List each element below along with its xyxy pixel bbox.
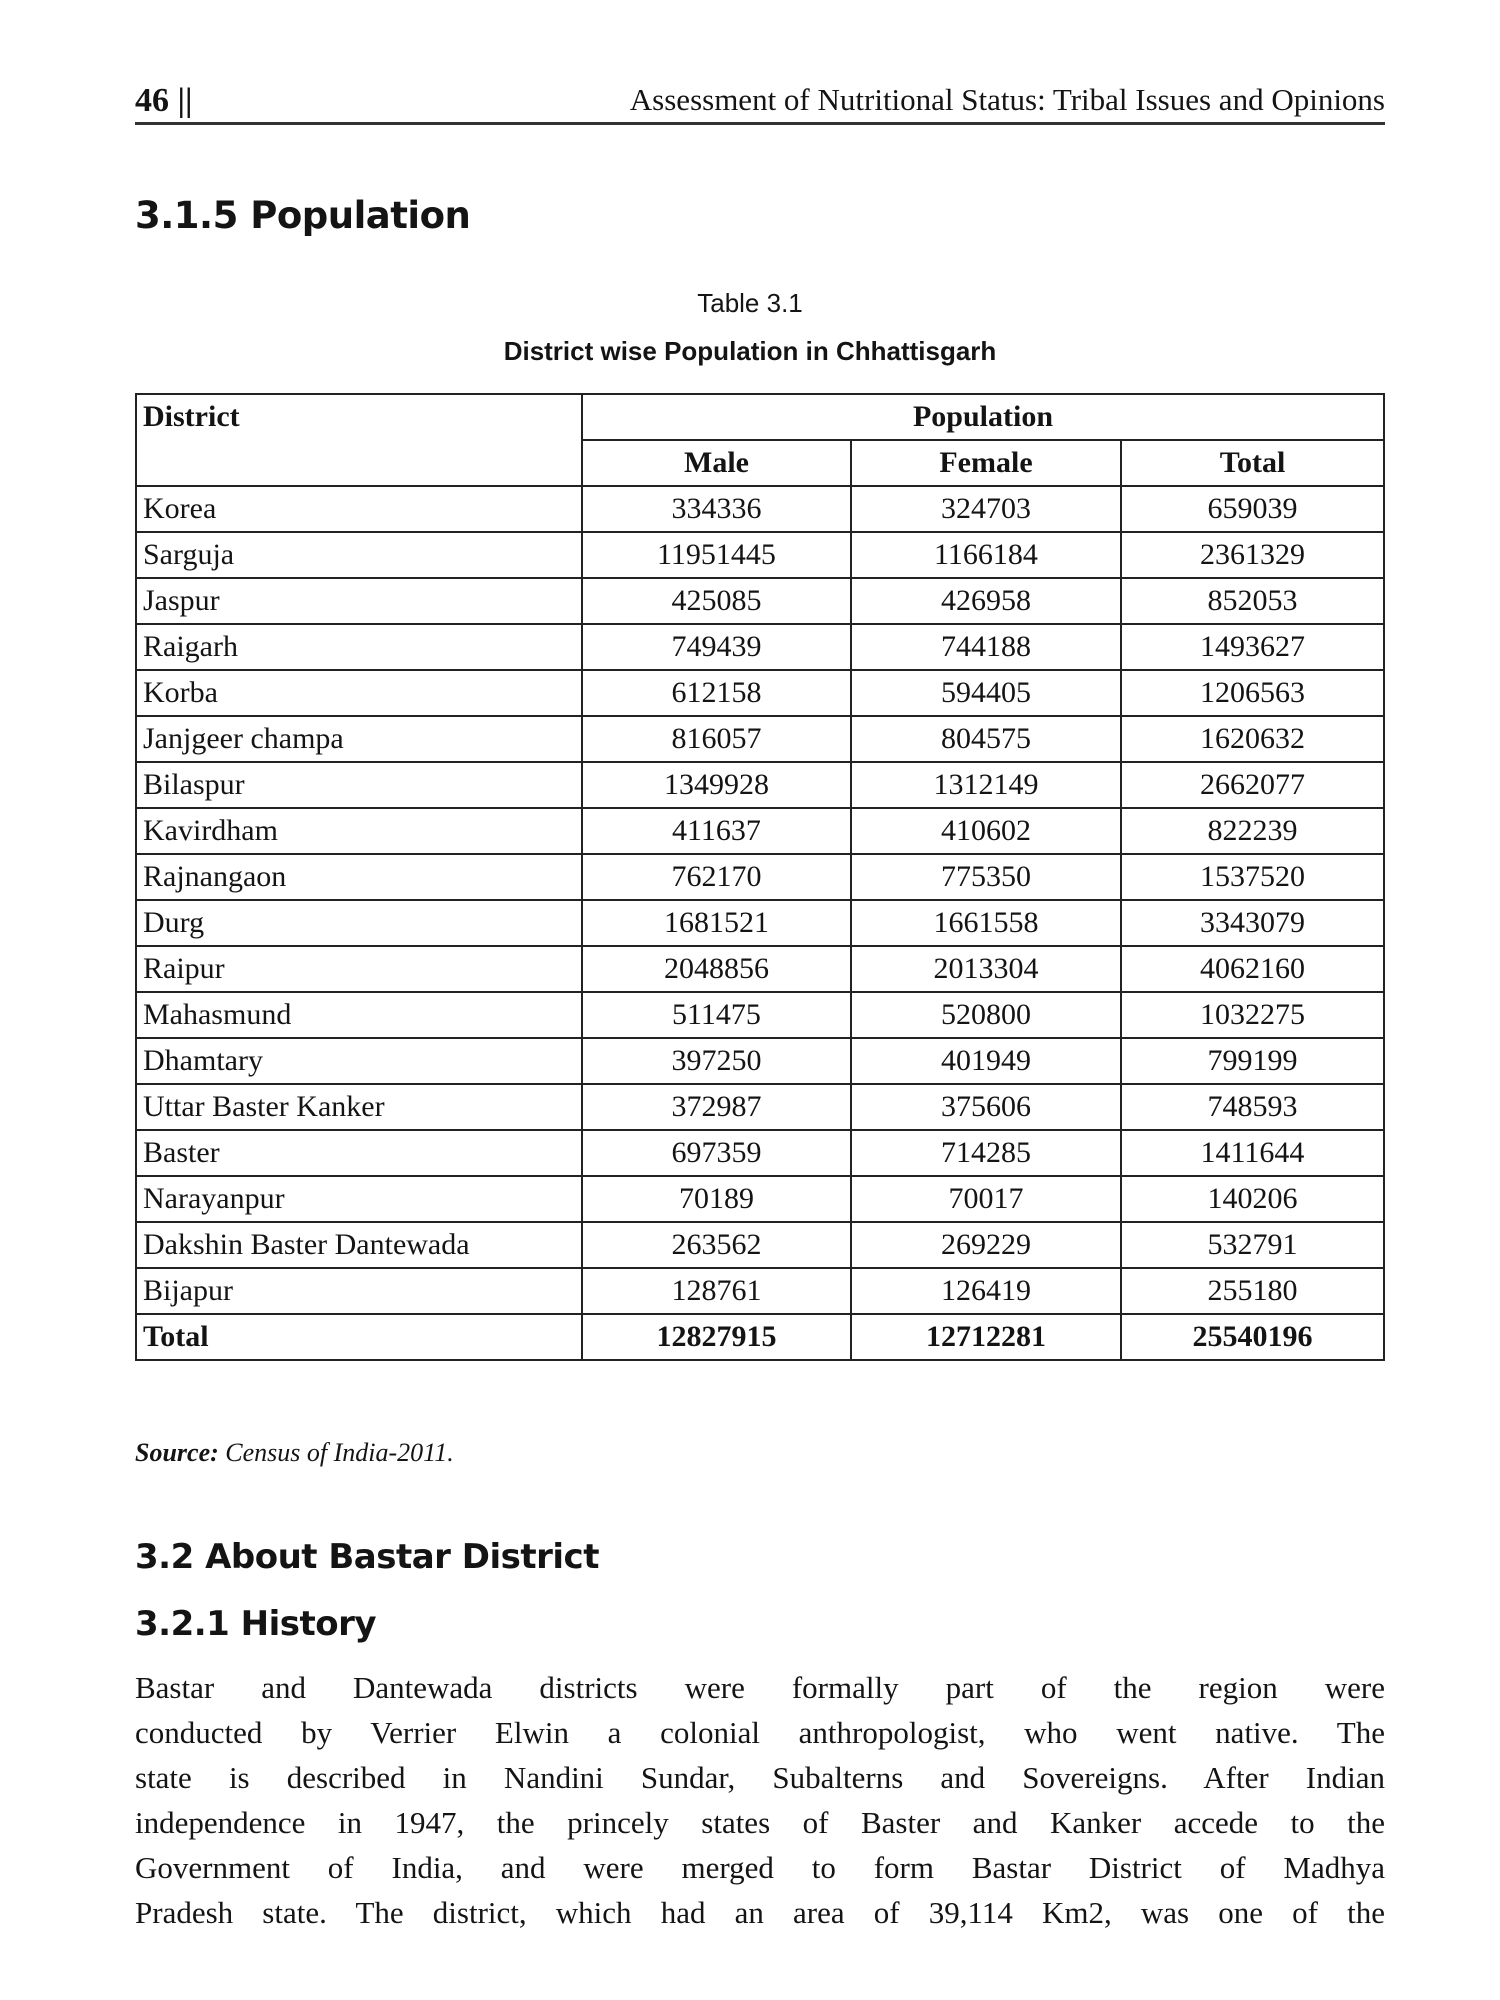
cell-total: 2361329 <box>1121 532 1384 578</box>
cell-district: Dakshin Baster Dantewada <box>136 1222 582 1268</box>
source-label: Source: <box>135 1438 219 1467</box>
cell-female: 775350 <box>851 854 1121 900</box>
cell-female: 269229 <box>851 1222 1121 1268</box>
book-title: Assessment of Nutritional Status: Tribal Issues and Opinions <box>629 82 1385 117</box>
cell-female: 12712281 <box>851 1314 1121 1360</box>
cell-total: 659039 <box>1121 486 1384 532</box>
cell-district: Janjgeer champa <box>136 716 582 762</box>
table-row <box>136 1268 1384 1314</box>
cell-district: Total <box>136 1314 582 1360</box>
cell-district: Sarguja <box>136 532 582 578</box>
cell-female: 126419 <box>851 1268 1121 1314</box>
table-source <box>135 1438 454 1468</box>
header-district: District <box>136 394 582 486</box>
section-heading-population: 3.1.5 Population <box>135 194 471 237</box>
table-row <box>136 670 1384 716</box>
header-population: Population <box>582 394 1384 440</box>
cell-total: 748593 <box>1121 1084 1384 1130</box>
cell-total: 852053 <box>1121 578 1384 624</box>
cell-female: 2013304 <box>851 946 1121 992</box>
cell-total: 1032275 <box>1121 992 1384 1038</box>
running-head <box>135 80 1385 125</box>
table-title: District wise Population in Chhattisgarh <box>503 336 997 366</box>
table-row <box>136 762 1384 808</box>
table-row <box>136 1176 1384 1222</box>
cell-male: 749439 <box>582 624 851 670</box>
table-row <box>136 716 1384 762</box>
cell-female: 594405 <box>851 670 1121 716</box>
cell-total: 822239 <box>1121 808 1384 854</box>
cell-district: Bilaspur <box>136 762 582 808</box>
cell-district: Raipur <box>136 946 582 992</box>
cell-female: 1312149 <box>851 762 1121 808</box>
cell-male: 70189 <box>582 1176 851 1222</box>
cell-female: 744188 <box>851 624 1121 670</box>
cell-total: 140206 <box>1121 1176 1384 1222</box>
cell-district: Rajnangaon <box>136 854 582 900</box>
table-row <box>136 1222 1384 1268</box>
cell-district: Bijapur <box>136 1268 582 1314</box>
table-row <box>136 578 1384 624</box>
cell-district: Jaspur <box>136 578 582 624</box>
cell-male: 425085 <box>582 578 851 624</box>
cell-female: 401949 <box>851 1038 1121 1084</box>
cell-male: 2048856 <box>582 946 851 992</box>
cell-total: 25540196 <box>1121 1314 1384 1360</box>
cell-male: 372987 <box>582 1084 851 1130</box>
cell-total: 4062160 <box>1121 946 1384 992</box>
table-row <box>136 946 1384 992</box>
cell-district: Durg <box>136 900 582 946</box>
table-row <box>136 900 1384 946</box>
cell-female: 1661558 <box>851 900 1121 946</box>
cell-male: 397250 <box>582 1038 851 1084</box>
table-number: Table 3.1 <box>697 288 803 318</box>
paragraph-line: state is described in Nandini Sundar, Subalterns and Sovereigns. After Indian <box>135 1760 1385 1795</box>
cell-male: 612158 <box>582 670 851 716</box>
page-number: 46 || <box>135 82 193 119</box>
cell-district: Raigarh <box>136 624 582 670</box>
cell-total: 1620632 <box>1121 716 1384 762</box>
cell-district: Korba <box>136 670 582 716</box>
cell-district: Uttar Baster Kanker <box>136 1084 582 1130</box>
history-paragraph <box>135 1665 1385 1935</box>
cell-male: 11951445 <box>582 532 851 578</box>
cell-total: 3343079 <box>1121 900 1384 946</box>
paragraph-line: Government of India, and were merged to form Bastar District of Madhya <box>135 1850 1385 1885</box>
cell-female: 324703 <box>851 486 1121 532</box>
cell-male: 334336 <box>582 486 851 532</box>
cell-female: 375606 <box>851 1084 1121 1130</box>
cell-total: 2662077 <box>1121 762 1384 808</box>
cell-total: 1493627 <box>1121 624 1384 670</box>
cell-female: 520800 <box>851 992 1121 1038</box>
cell-district: Narayanpur <box>136 1176 582 1222</box>
cell-district: Korea <box>136 486 582 532</box>
cell-female: 1166184 <box>851 532 1121 578</box>
table-row <box>136 992 1384 1038</box>
paragraph-line: Bastar and Dantewada districts were formally part of the region were <box>135 1670 1385 1705</box>
cell-total: 532791 <box>1121 1222 1384 1268</box>
source-text: Census of India-2011. <box>225 1438 454 1467</box>
cell-male: 511475 <box>582 992 851 1038</box>
table-row <box>136 1130 1384 1176</box>
section-heading-history: 3.2.1 History <box>135 1604 377 1644</box>
cell-male: 263562 <box>582 1222 851 1268</box>
cell-district: Kavirdham <box>136 808 582 854</box>
cell-male: 128761 <box>582 1268 851 1314</box>
population-table <box>135 393 1385 1361</box>
cell-total: 1411644 <box>1121 1130 1384 1176</box>
cell-female: 804575 <box>851 716 1121 762</box>
header-male: Male <box>582 440 851 486</box>
cell-male: 1349928 <box>582 762 851 808</box>
table-total-row <box>136 1314 1384 1360</box>
cell-male: 697359 <box>582 1130 851 1176</box>
cell-female: 410602 <box>851 808 1121 854</box>
cell-male: 816057 <box>582 716 851 762</box>
cell-male: 411637 <box>582 808 851 854</box>
table-row <box>136 808 1384 854</box>
cell-female: 714285 <box>851 1130 1121 1176</box>
table-row <box>136 1084 1384 1130</box>
cell-district: Baster <box>136 1130 582 1176</box>
paragraph-line: conducted by Verrier Elwin a colonial anthropologist, who went native. The <box>135 1715 1385 1750</box>
header-total: Total <box>1121 440 1384 486</box>
cell-total: 255180 <box>1121 1268 1384 1314</box>
table-row <box>136 854 1384 900</box>
cell-total: 1206563 <box>1121 670 1384 716</box>
section-heading-bastar: 3.2 About Bastar District <box>135 1537 599 1577</box>
cell-total: 1537520 <box>1121 854 1384 900</box>
table-row <box>136 532 1384 578</box>
table-row <box>136 486 1384 532</box>
paragraph-line: Pradesh state. The district, which had an area of 39,114 Km2, was one of the <box>135 1895 1385 1930</box>
cell-male: 1681521 <box>582 900 851 946</box>
paragraph-line: independence in 1947, the princely states of Baster and Kanker accede to the <box>135 1805 1385 1840</box>
cell-total: 799199 <box>1121 1038 1384 1084</box>
table-row <box>136 624 1384 670</box>
table-row <box>136 1038 1384 1084</box>
cell-male: 762170 <box>582 854 851 900</box>
cell-female: 70017 <box>851 1176 1121 1222</box>
cell-male: 12827915 <box>582 1314 851 1360</box>
cell-district: Dhamtary <box>136 1038 582 1084</box>
cell-district: Mahasmund <box>136 992 582 1038</box>
header-female: Female <box>851 440 1121 486</box>
cell-female: 426958 <box>851 578 1121 624</box>
